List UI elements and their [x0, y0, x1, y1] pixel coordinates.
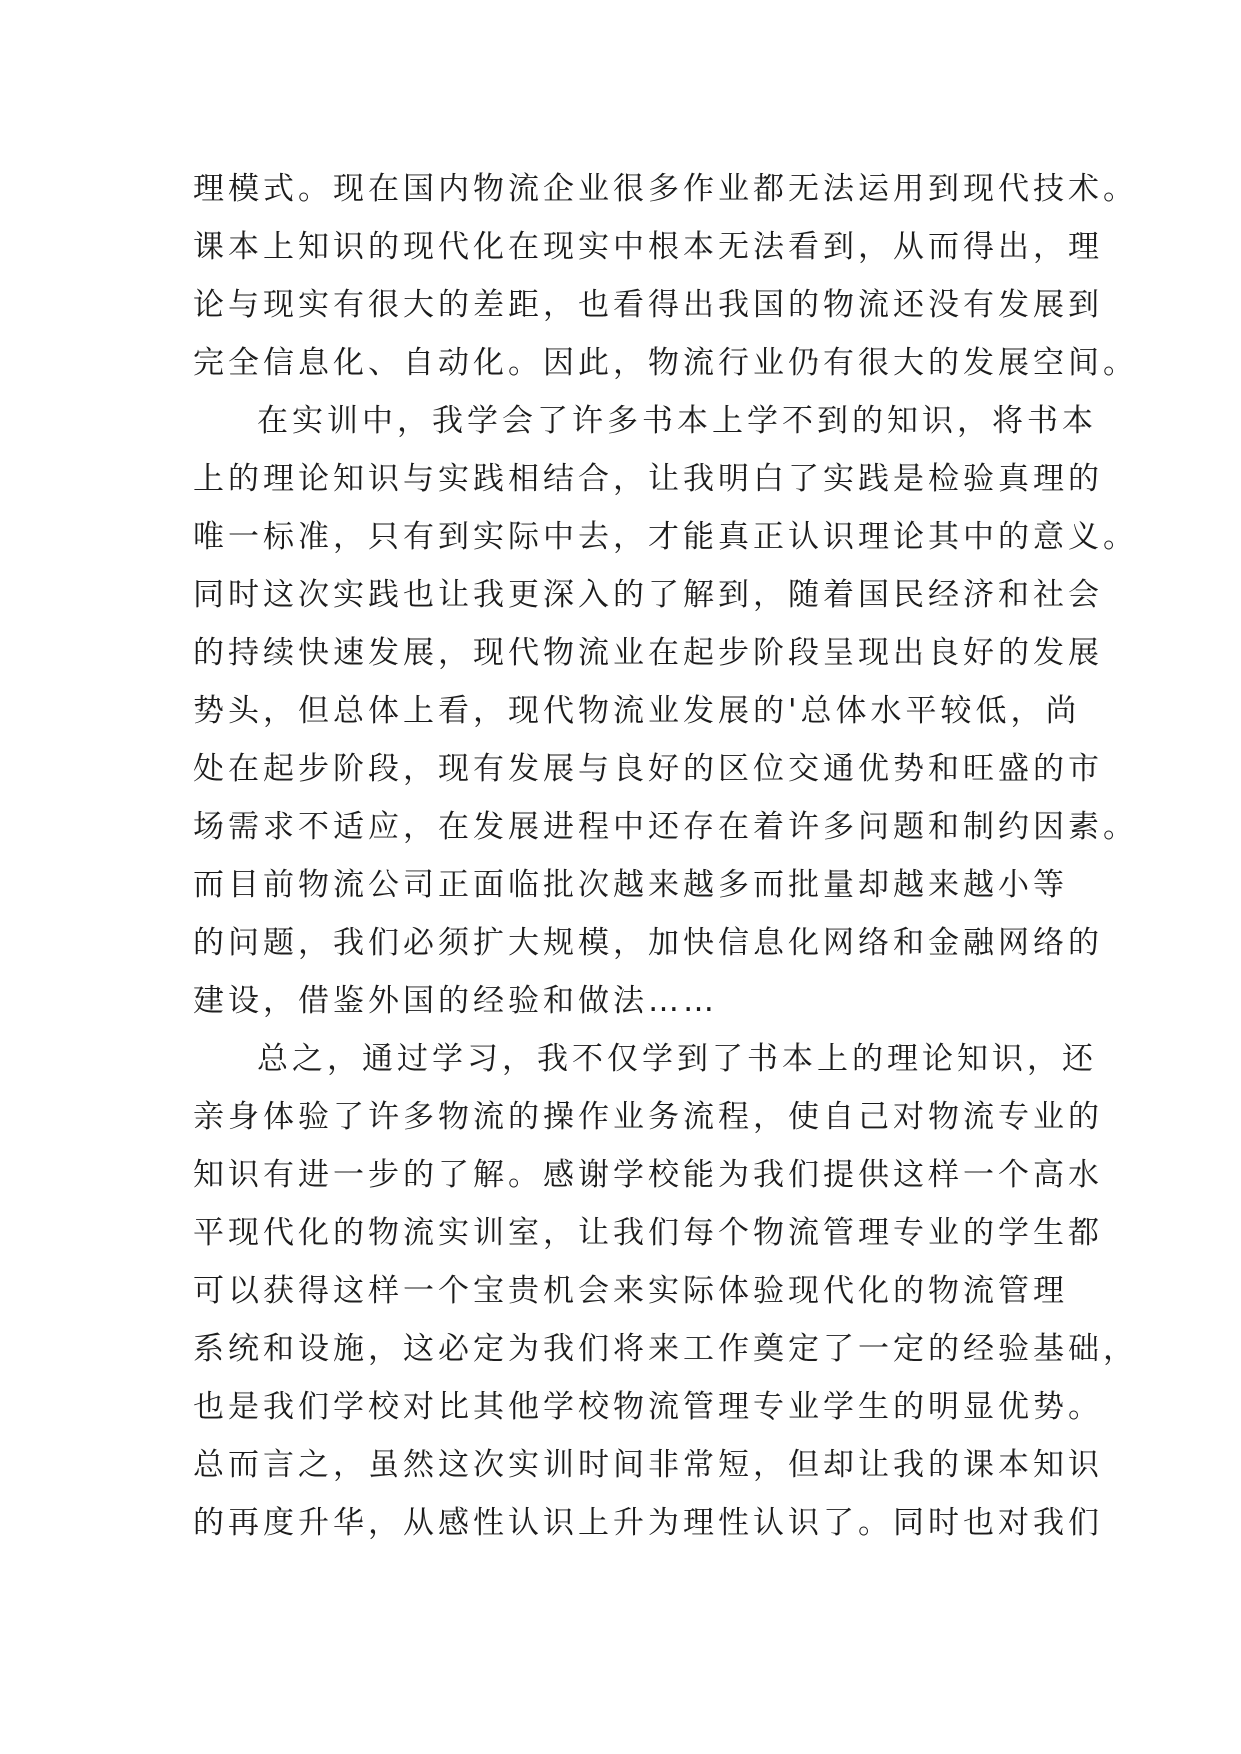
text-line: 亲身体验了许多物流的操作业务流程，使自己对物流专业的 — [193, 1099, 1103, 1135]
text-line: 完全信息化、自动化。因此，物流行业仍有很大的发展空间。 — [193, 345, 1138, 381]
text-line: 系统和设施，这必定为我们将来工作奠定了一定的经验基础， — [193, 1331, 1138, 1367]
text-line: 同时这次实践也让我更深入的了解到，随着国民经济和社会 — [193, 577, 1103, 613]
text-line: 总而言之，虽然这次实训时间非常短，但却让我的课本知识 — [193, 1447, 1103, 1483]
text-line: 论与现实有很大的差距，也看得出我国的物流还没有发展到 — [193, 287, 1103, 323]
text-line: 课本上知识的现代化在现实中根本无法看到，从而得出，理 — [193, 229, 1103, 265]
text-line: 场需求不适应，在发展进程中还存在着许多问题和制约因素。 — [193, 809, 1138, 845]
text-line: 知识有进一步的了解。感谢学校能为我们提供这样一个高水 — [193, 1157, 1103, 1193]
text-line: 的问题，我们必须扩大规模，加快信息化网络和金融网络的 — [193, 925, 1103, 961]
paragraph-first-line: 总之，通过学习，我不仅学到了书本上的理论知识，还 — [257, 1041, 1097, 1077]
text-line: 可以获得这样一个宝贵机会来实际体验现代化的物流管理 — [193, 1273, 1068, 1309]
text-line: 唯一标准，只有到实际中去，才能真正认识理论其中的意义。 — [193, 519, 1138, 555]
text-line: 上的理论知识与实践相结合，让我明白了实践是检验真理的 — [193, 461, 1103, 497]
text-line: 处在起步阶段，现有发展与良好的区位交通优势和旺盛的市 — [193, 751, 1103, 787]
text-line: 势头，但总体上看，现代物流业发展的'总体水平较低，尚 — [193, 693, 1081, 729]
paragraph-first-line: 在实训中，我学会了许多书本上学不到的知识，将书本 — [257, 403, 1097, 439]
text-line: 平现代化的物流实训室，让我们每个物流管理专业的学生都 — [193, 1215, 1103, 1251]
text-line: 理模式。现在国内物流企业很多作业都无法运用到现代技术。 — [193, 171, 1138, 207]
text-line: 的持续快速发展，现代物流业在起步阶段呈现出良好的发展 — [193, 635, 1103, 671]
text-line: 也是我们学校对比其他学校物流管理专业学生的明显优势。 — [193, 1389, 1103, 1425]
text-line: 的再度升华，从感性认识上升为理性认识了。同时也对我们 — [193, 1505, 1103, 1541]
body-text — [193, 160, 1138, 1552]
text-line: 建设，借鉴外国的经验和做法…… — [193, 983, 718, 1019]
text-line: 而目前物流公司正面临批次越来越多而批量却越来越小等 — [193, 867, 1068, 903]
